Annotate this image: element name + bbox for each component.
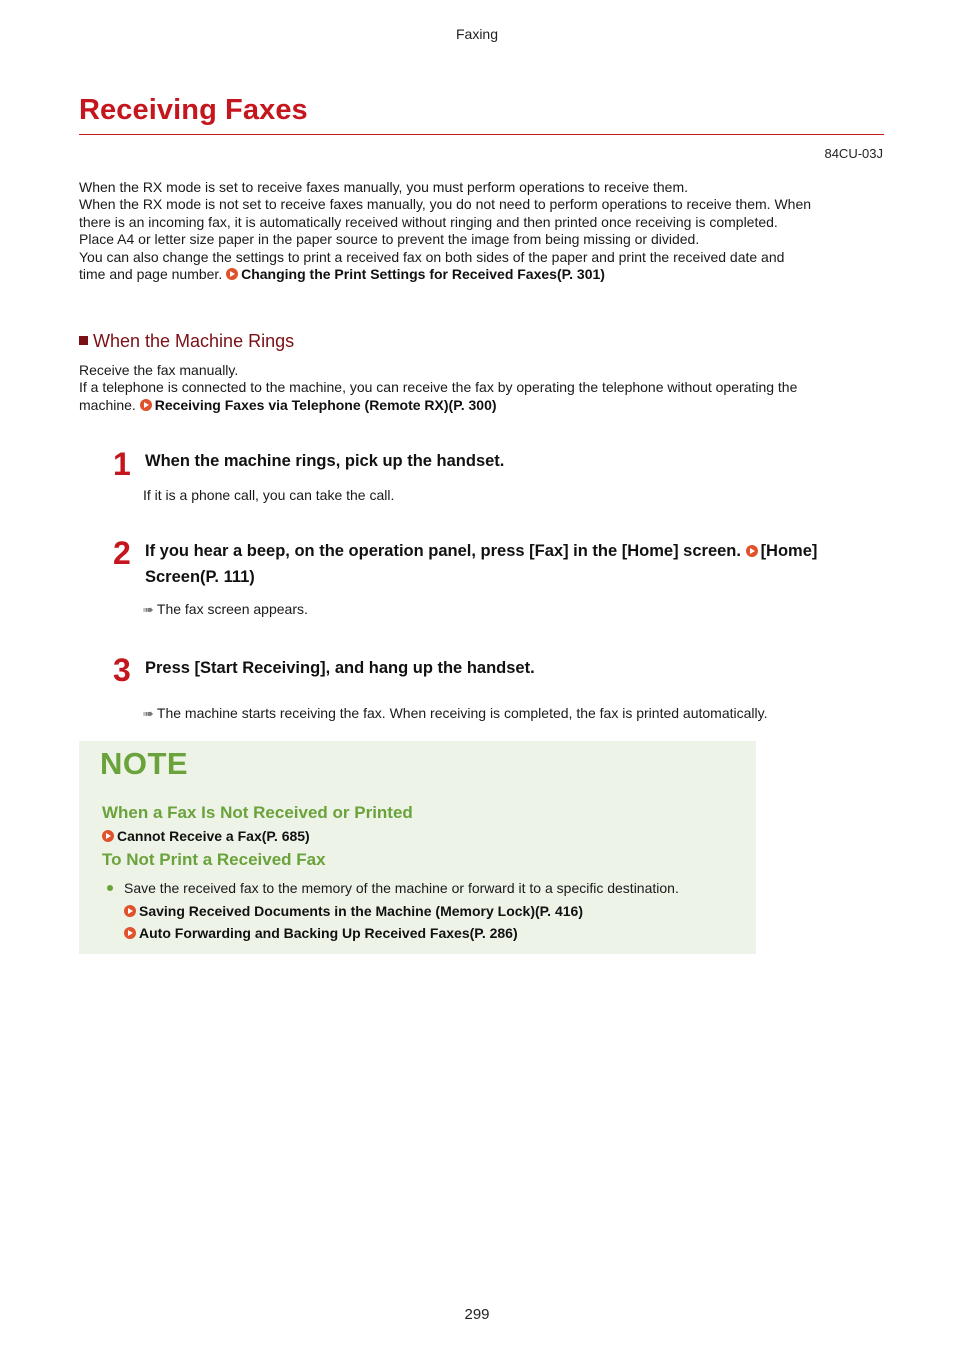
link-arrow-icon [124,905,136,917]
cannot-receive-link[interactable]: Cannot Receive a Fax(P. 685) [102,828,310,844]
section-line: If a telephone is connected to the machine, you can receive the fax by operating the telephone without operating the [79,379,798,396]
step-number: 1 [113,446,131,482]
note-heading: When a Fax Is Not Received or Printed [102,803,413,822]
print-settings-link[interactable]: Changing the Print Settings for Received Faxes(P. 301) [226,266,605,282]
intro-line: When the RX mode is not set to receive faxes manually, you do not need to perform operations to receive them. When [79,196,812,213]
step-result: ➠ The machine starts receiving the fax. When receiving is completed, the fax is printed automatically. [143,705,768,721]
square-bullet-icon [79,336,88,345]
note-bullet-text: Save the received fax to the memory of the machine or forward it to a specific destination. [124,880,679,896]
section-line: machine. Receiving Faxes via Telephone (Remote RX)(P. 300) [79,396,497,413]
note-title: NOTE [100,746,189,781]
link-arrow-icon [102,830,114,842]
memory-lock-link[interactable]: Saving Received Documents in the Machine (Memory Lock)(P. 416) [124,903,583,919]
step-title: Press [Start Receiving], and hang up the handset. [145,659,535,677]
section-paragraph [79,362,889,414]
intro-text: time and page number. [79,266,223,283]
step-title: When the machine rings, pick up the handset. [145,452,505,470]
link-arrow-icon [140,399,152,411]
remote-rx-link[interactable]: Receiving Faxes via Telephone (Remote RX)(P. 300) [140,397,497,413]
step-number: 3 [113,652,131,688]
link-arrow-icon [746,545,758,557]
intro-line: You can also change the settings to print a received fax on both sides of the paper and print the received date and [79,248,785,265]
home-screen-link[interactable]: [Home] Screen(P. 111) [145,542,818,586]
document-id: 84CU-03J [824,146,883,161]
bullet-icon [107,885,113,891]
note-heading: To Not Print a Received Fax [102,850,326,869]
intro-line: Place A4 or letter size paper in the paper source to prevent the image from being missing or divided. [79,231,700,248]
intro-line [79,266,889,283]
result-arrow-icon: ➠ [143,706,154,721]
page-number: 299 [464,1306,490,1323]
intro-line: When the RX mode is set to receive faxes manually, you must perform operations to receive them. [79,179,689,195]
auto-forwarding-link[interactable]: Auto Forwarding and Backing Up Received Faxes(P. 286) [124,925,518,941]
intro-line: there is an incoming fax, it is automatically received without ringing and then printed once receiving is completed. [79,213,778,230]
running-header: Faxing [455,26,499,42]
step-number: 2 [113,535,131,571]
step-title: If you hear a beep, on the operation panel, press [Fax] in the [Home] screen. [Home] Screen(P. 111) [145,542,818,586]
step-result: ➠ The fax screen appears. [143,601,308,617]
link-arrow-icon [226,268,238,280]
intro-paragraph [79,179,889,283]
section-line: Receive the fax manually. [79,362,239,378]
page-title: Receiving Faxes [79,94,308,126]
section-heading: When the Machine Rings [79,331,294,352]
title-divider [79,134,884,135]
link-arrow-icon [124,927,136,939]
result-arrow-icon: ➠ [143,602,154,617]
step-body: If it is a phone call, you can take the call. [143,487,395,503]
